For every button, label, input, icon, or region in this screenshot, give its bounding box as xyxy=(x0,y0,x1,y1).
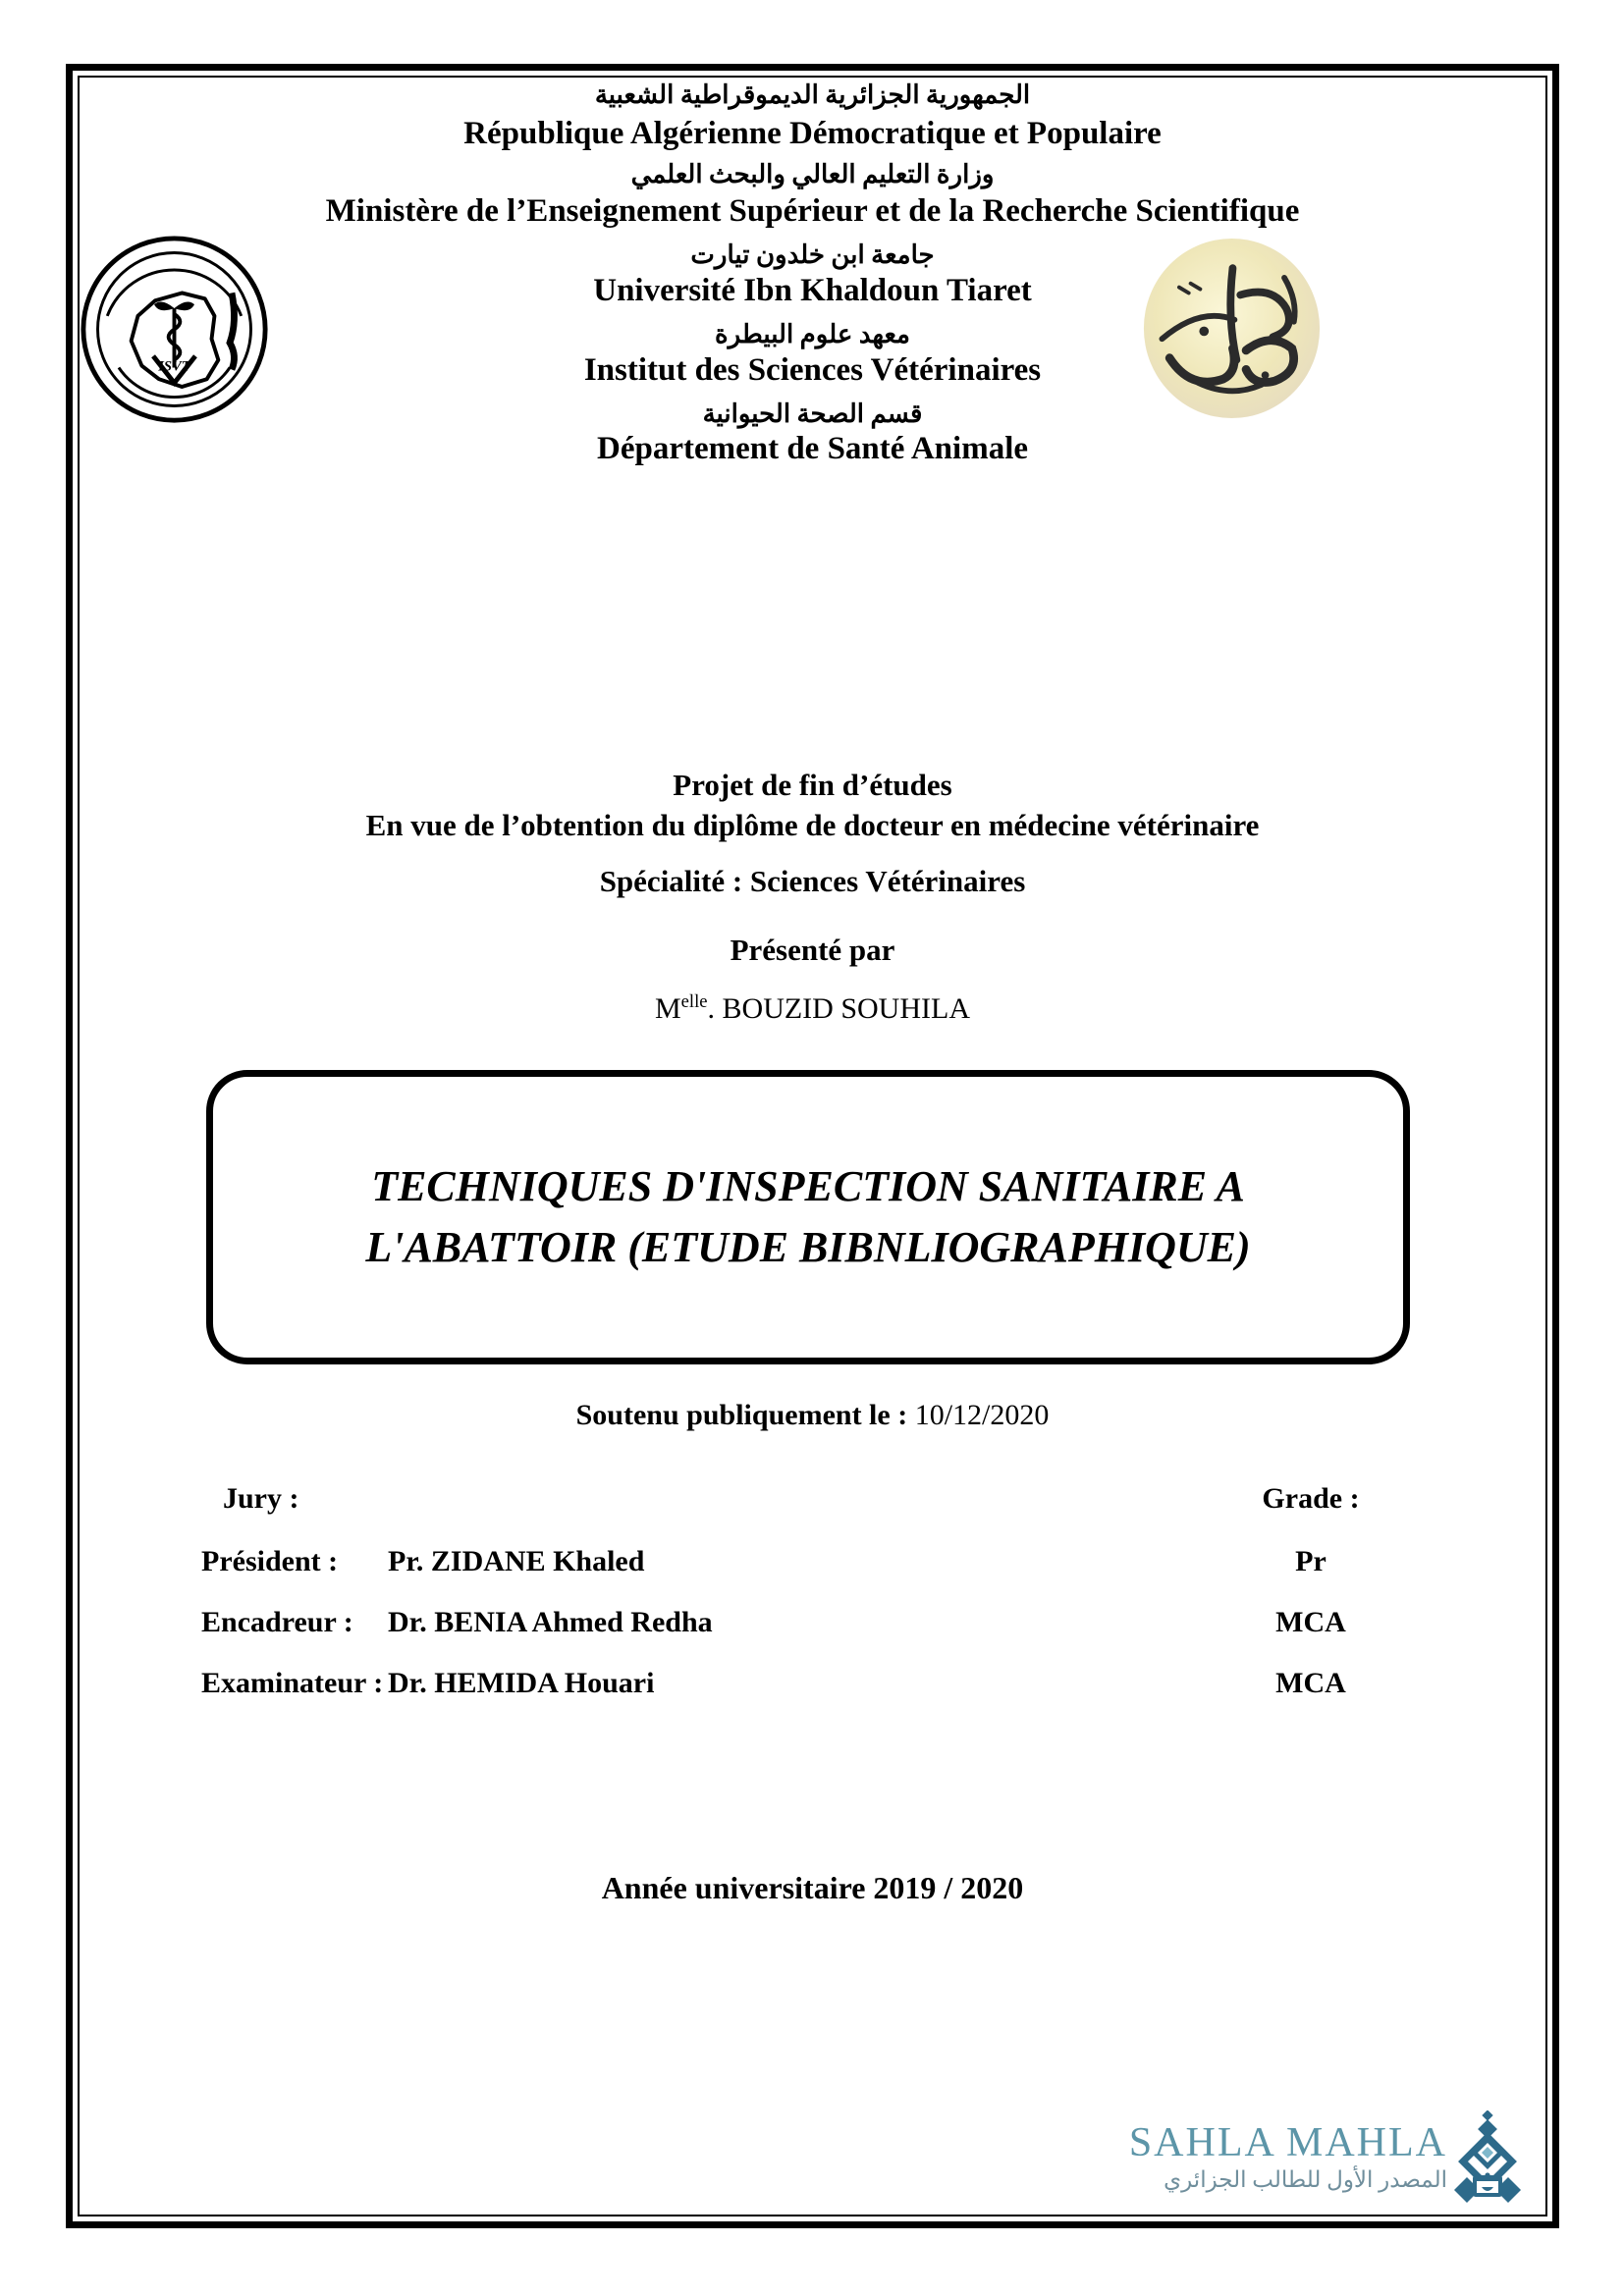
department-name-french: Département de Santé Animale xyxy=(596,431,1029,466)
jury-grade-president: Pr xyxy=(1295,1545,1326,1577)
svg-text:ISVT: ISVT xyxy=(158,358,190,375)
table-row xyxy=(201,1667,1409,1700)
thesis-title-text: TECHNIQUES D'INSPECTION SANITAIRE A L'ABATTOIR (ETUDE BIBNLIOGRAPHIQUE) xyxy=(365,1161,1251,1271)
thesis-title-box xyxy=(206,1070,1410,1364)
institute-name-french: Institut des Sciences Vétérinaires xyxy=(583,352,1042,388)
university-name-arabic: جامعة ابن خلدون تيارت xyxy=(690,240,935,269)
ministry-name-french: Ministère de l’Enseignement Supérieur et de la Recherche Scientifique xyxy=(325,193,1300,229)
author-name-separator: . xyxy=(707,992,723,1025)
institute-name-arabic: معهد علوم البيطرة xyxy=(715,320,910,348)
project-type-block xyxy=(98,766,1527,846)
department-name-arabic: قسم الصحة الحيوانية xyxy=(702,400,923,428)
author-full-name: BOUZID SOUHILA xyxy=(722,992,970,1025)
sahla-mahla-tagline-arabic: المصدر الأول للطالب الجزائري xyxy=(1164,2166,1447,2192)
specialty-line: Spécialité : Sciences Vétérinaires xyxy=(599,864,1026,898)
jury-role-encadreur: Encadreur : xyxy=(201,1606,353,1638)
ministry-name-arabic: وزارة التعليم العالي والبحث العلمي xyxy=(630,160,995,188)
project-line-1: Projet de fin d’études xyxy=(673,768,952,802)
country-name-french: République Algérienne Démocratique et Populaire xyxy=(463,116,1162,151)
sahla-mahla-watermark xyxy=(1051,2110,1522,2218)
jury-role-president: Président : xyxy=(201,1545,339,1577)
jury-name-president: Pr. ZIDANE Khaled xyxy=(388,1545,645,1577)
defense-date-label: Soutenu publiquement le : xyxy=(575,1399,915,1431)
sahla-mahla-diamond-icon xyxy=(1453,2110,1522,2205)
table-row xyxy=(201,1606,1409,1639)
jury-table xyxy=(201,1482,1409,1728)
jury-header-grade: Grade : xyxy=(1262,1482,1360,1515)
isvt-seal-logo xyxy=(79,234,270,425)
jury-role-examinateur: Examinateur : xyxy=(201,1667,384,1699)
jury-name-examinateur: Dr. HEMIDA Houari xyxy=(388,1667,655,1699)
jury-header-role: Jury : xyxy=(223,1482,299,1515)
academic-year-line: Année universitaire 2019 / 2020 xyxy=(601,1870,1024,1905)
jury-table-header-row xyxy=(201,1482,1409,1516)
sahla-mahla-wordmark: SAHLA MAHLA xyxy=(1128,2119,1447,2165)
defense-date-line xyxy=(98,1399,1527,1432)
defense-date-value: 10/12/2020 xyxy=(914,1399,1050,1431)
jury-grade-encadreur: MCA xyxy=(1275,1606,1346,1638)
author-name xyxy=(98,991,1527,1026)
author-title-prefix: M xyxy=(654,992,681,1025)
table-row xyxy=(201,1545,1409,1578)
presented-by-label: Présenté par xyxy=(730,933,895,967)
jury-grade-examinateur: MCA xyxy=(1275,1667,1346,1699)
author-title-suffix: elle xyxy=(680,991,708,1012)
university-name-french: Université Ibn Khaldoun Tiaret xyxy=(593,273,1032,308)
project-line-2: En vue de l’obtention du diplôme de docteur en médecine vétérinaire xyxy=(365,807,1260,842)
country-name-arabic: الجمهورية الجزائرية الديموقراطية الشعبية xyxy=(594,80,1031,109)
ibn-khaldoun-university-seal-logo xyxy=(1141,236,1323,422)
jury-name-encadreur: Dr. BENIA Ahmed Redha xyxy=(388,1606,713,1638)
